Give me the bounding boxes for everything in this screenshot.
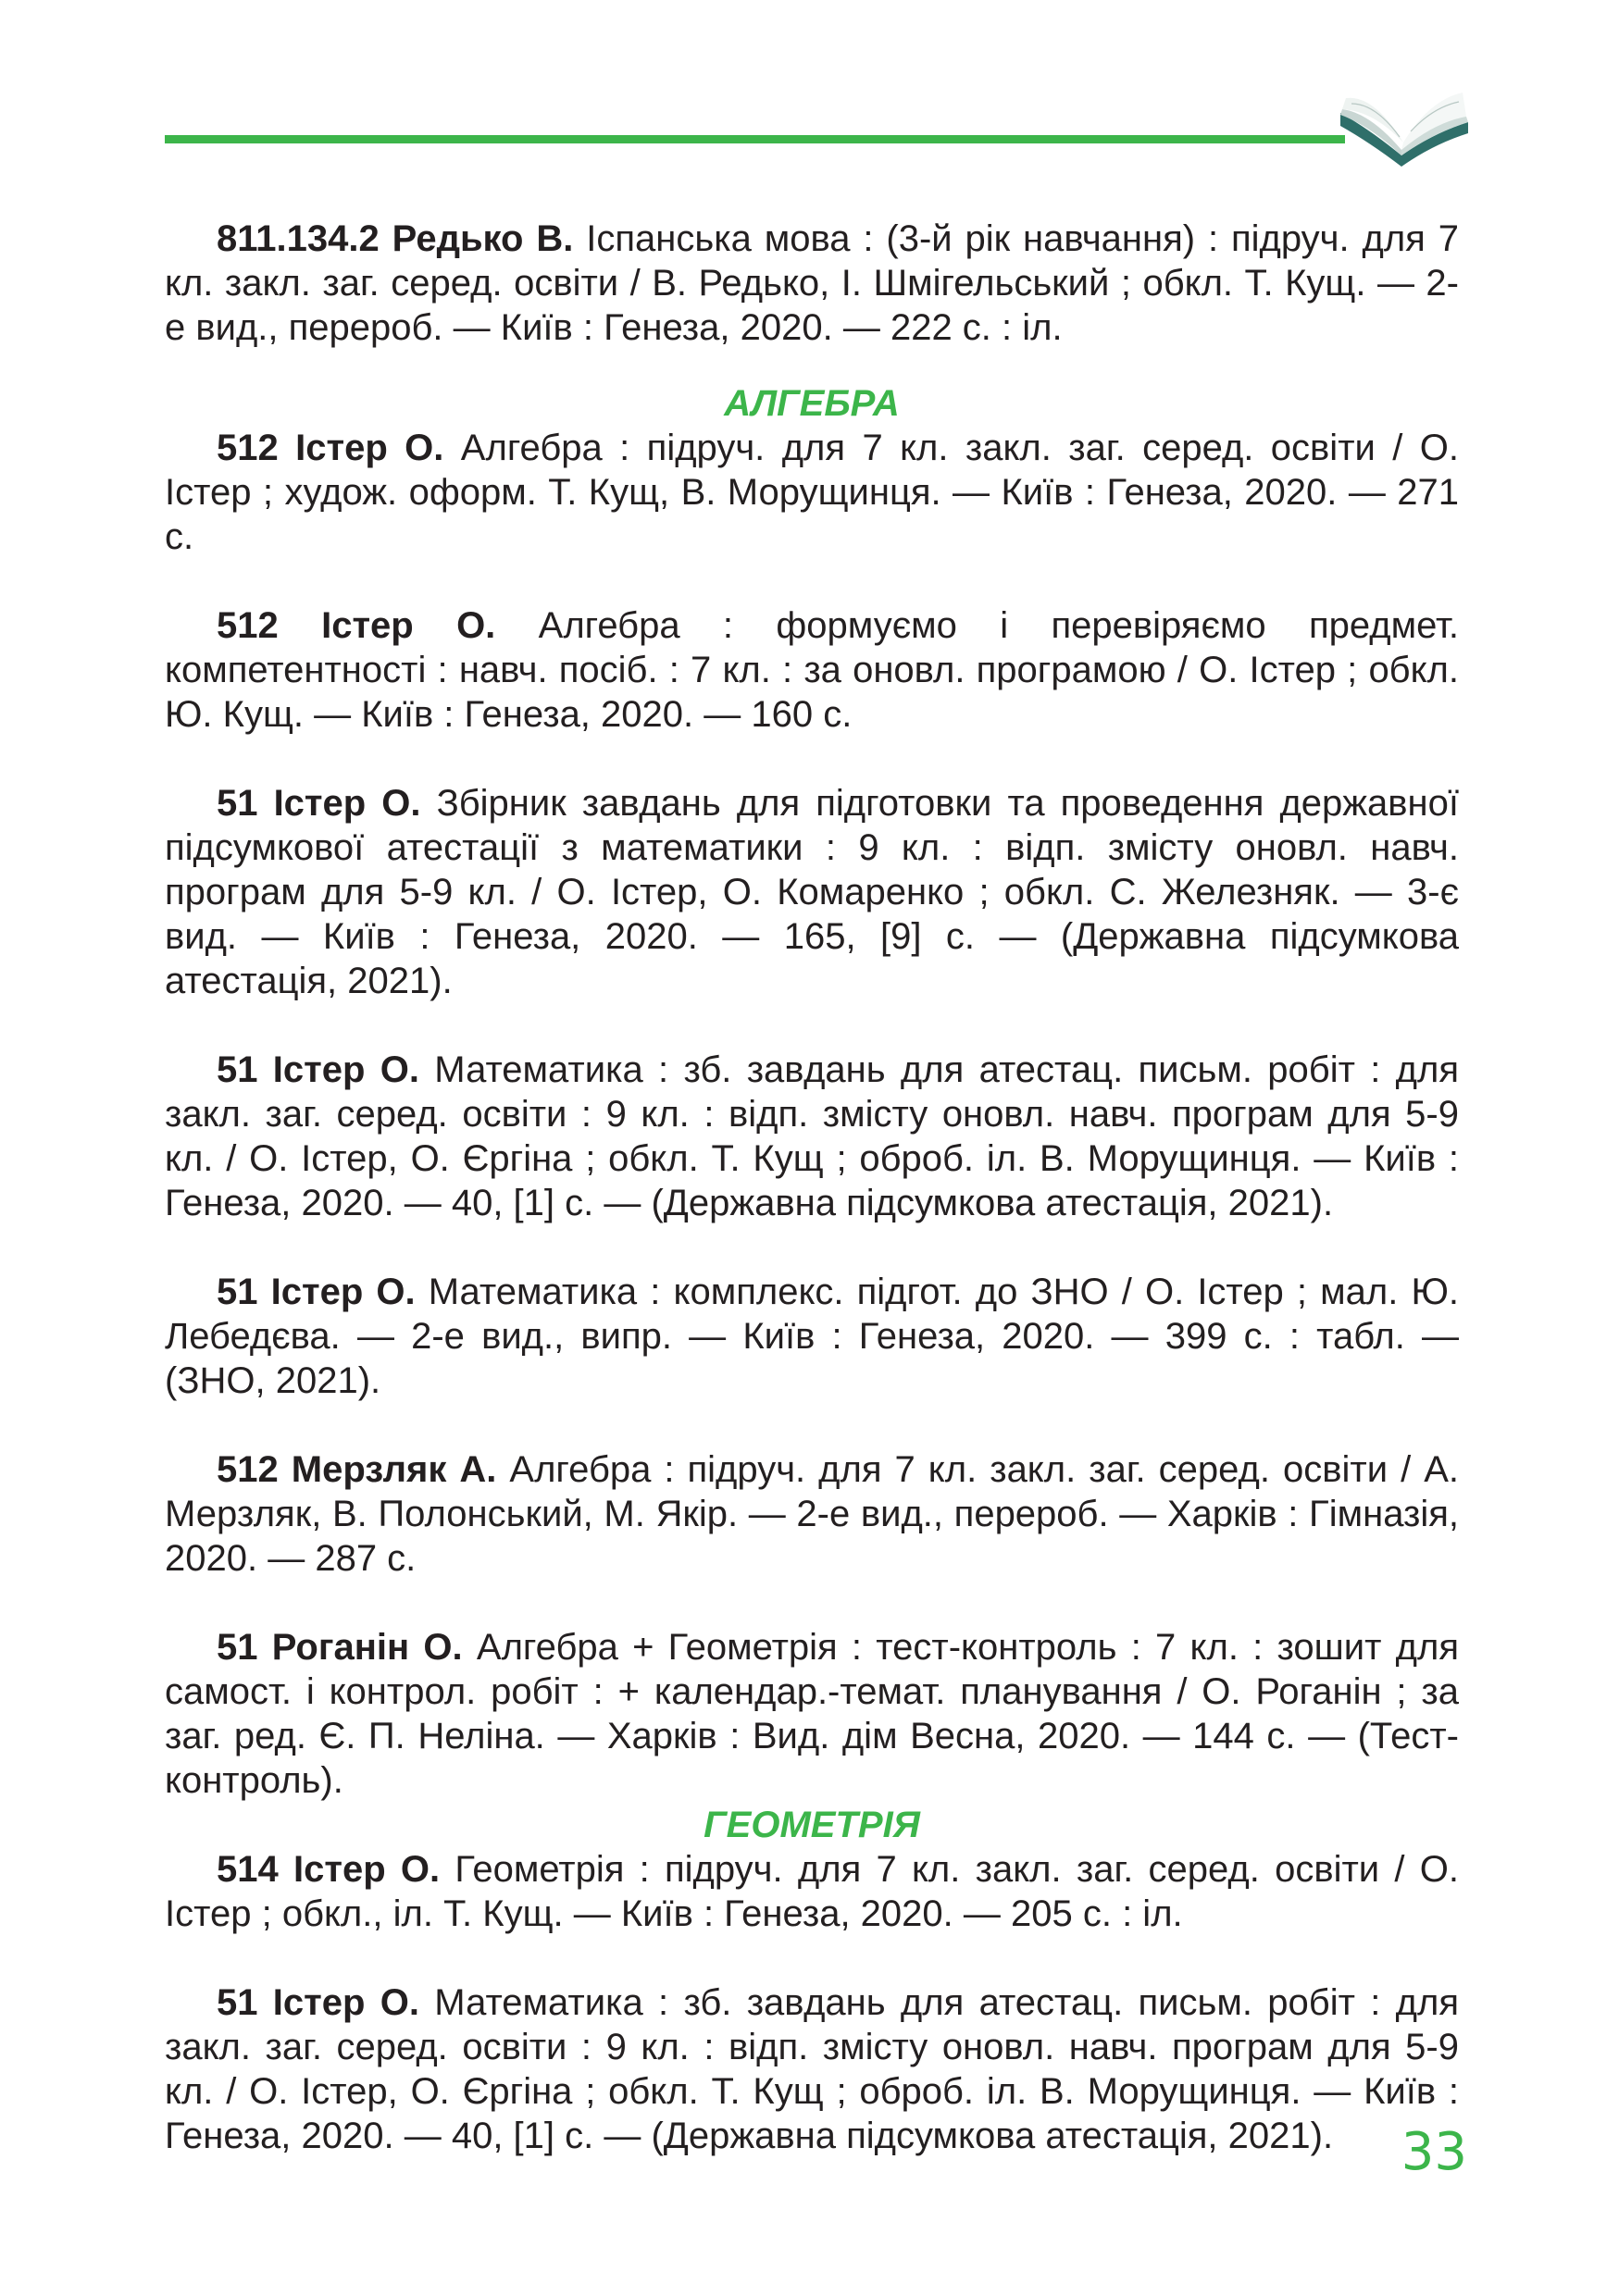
entry-gap <box>165 1403 1459 1447</box>
bibliography-entry <box>165 1270 1459 1403</box>
entry-lead: 512 Істер О. <box>217 605 496 646</box>
entries-top <box>165 217 1459 350</box>
open-book-icon <box>1333 76 1472 168</box>
entry-lead: 51 Роганін О. <box>217 1627 463 1668</box>
entry-text: Геометрія : підруч. для 7 кл. закл. заг. серед. освіти / О. Істер ; обкл., іл. Т. Кущ. — Київ : Генеза, 2020. — 205 с. : іл. <box>165 1849 1459 1934</box>
section-geometry <box>165 1847 1459 2158</box>
entry-text: Іспанська мова : (3-й рік навчання) : підруч. для 7 кл. закл. заг. серед. освіти / В. Редько, І. Шмігельський ; обкл. Т. Кущ. — 2-е вид., перероб. — Київ : Генеза, 2020. — 222 с. : іл. <box>165 218 1459 348</box>
section-heading-geometry: ГЕОМЕТРІЯ <box>704 1805 920 1845</box>
entry-lead: 51 Істер О. <box>217 1049 419 1090</box>
entry-text: Збірник завдань для підготовки та проведення державної підсумкової атестації з математики : 9 кл. : відп. змісту оновл. навч. програм для 5-9 кл. / О. Істер, О. Комаренко ; обкл. С. Железняк. — 3-є вид. — Київ : Генеза, 2020. — 165, [9] с. — (Державна підсумкова атестація, 2021). <box>165 783 1460 1001</box>
section-algebra <box>165 426 1459 1803</box>
bibliography-entry <box>165 426 1459 559</box>
bibliography-entry <box>165 1447 1459 1581</box>
entry-text: Математика : комплекс. підгот. до ЗНО / О. Істер ; мал. Ю. Лебедєва. — 2-е вид., випр. — Київ : Генеза, 2020. — 399 с. : табл. — (ЗНО, 2021). <box>165 1272 1460 1401</box>
bibliography-entry <box>165 603 1459 737</box>
entry-text: Математика : зб. завдань для атестац. письм. робіт : для закл. заг. серед. освіти : 9 кл. : відп. змісту оновл. навч. програм для 5-9 кл. / О. Істер, О. Єргіна ; обкл. Т. Кущ ; оброб. іл. В. Морущинця. — Київ : Генеза, 2020. — 40, [1] с. — (Державна підсумкова атестація, 2021). <box>165 1982 1459 2156</box>
section-heading-algebra: АЛГЕБРА <box>724 383 900 424</box>
entry-gap <box>165 737 1459 781</box>
entry-lead: 512 Істер О. <box>217 428 444 468</box>
bibliography-entry <box>165 1980 1459 2158</box>
entry-text: Алгебра : формуємо і перевіряємо предмет. компетентності : навч. посіб. : 7 кл. : за оновл. програмою / О. Істер ; обкл. Ю. Кущ. — Київ : Генеза, 2020. — 160 с. <box>165 605 1459 735</box>
bibliography-entry <box>165 1625 1459 1803</box>
entry-gap <box>165 1581 1459 1625</box>
entry-text: Алгебра : підруч. для 7 кл. закл. заг. серед. освіти / О. Істер ; худож. оформ. Т. Кущ, В. Морущинця. — Київ : Генеза, 2020. — 271 с. <box>165 428 1459 557</box>
entry-gap <box>165 1936 1459 1980</box>
entry-lead: 51 Істер О. <box>217 783 421 824</box>
entry-text: Алгебра + Геометрія : тест-контроль : 7 кл. : зошит для самост. і контрол. робіт : + календар.-темат. планування / О. Роганін ; за заг. ред. Є. П. Неліна. — Харків : Вид. дім Весна, 2020. — 144 с. — (Тест-контроль). <box>165 1627 1460 1801</box>
page-number: 33 <box>1401 2122 1467 2182</box>
bibliography-entry <box>165 1048 1459 1225</box>
bibliography-entry <box>165 781 1459 1003</box>
entry-lead: 514 Істер О. <box>217 1849 441 1890</box>
entry-lead: 811.134.2 Редько В. <box>217 218 574 259</box>
header-rule <box>165 135 1345 143</box>
entry-text: Алгебра : підруч. для 7 кл. закл. заг. серед. освіти / А. Мерзляк, В. Полонський, М. Якір. — 2-е вид., перероб. — Харків : Гімназія, 2020. — 287 с. <box>165 1449 1460 1579</box>
bibliography-entry <box>165 217 1459 350</box>
entry-text: Математика : зб. завдань для атестац. письм. робіт : для закл. заг. серед. освіти : 9 кл. : відп. змісту оновл. навч. програм для 5-9 кл. / О. Істер, О. Єргіна ; обкл. Т. Кущ ; оброб. іл. В. Морущинця. — Київ : Генеза, 2020. — 40, [1] с. — (Державна підсумкова атестація, 2021). <box>165 1049 1459 1223</box>
bibliography-content <box>165 217 1459 2158</box>
entry-lead: 51 Істер О. <box>217 1272 416 1312</box>
entry-gap <box>165 1003 1459 1048</box>
entry-gap <box>165 1225 1459 1270</box>
entry-gap <box>165 559 1459 603</box>
bibliography-entry <box>165 1847 1459 1936</box>
entry-lead: 51 Істер О. <box>217 1982 419 2023</box>
entry-lead: 512 Мерзляк А. <box>217 1449 497 1490</box>
